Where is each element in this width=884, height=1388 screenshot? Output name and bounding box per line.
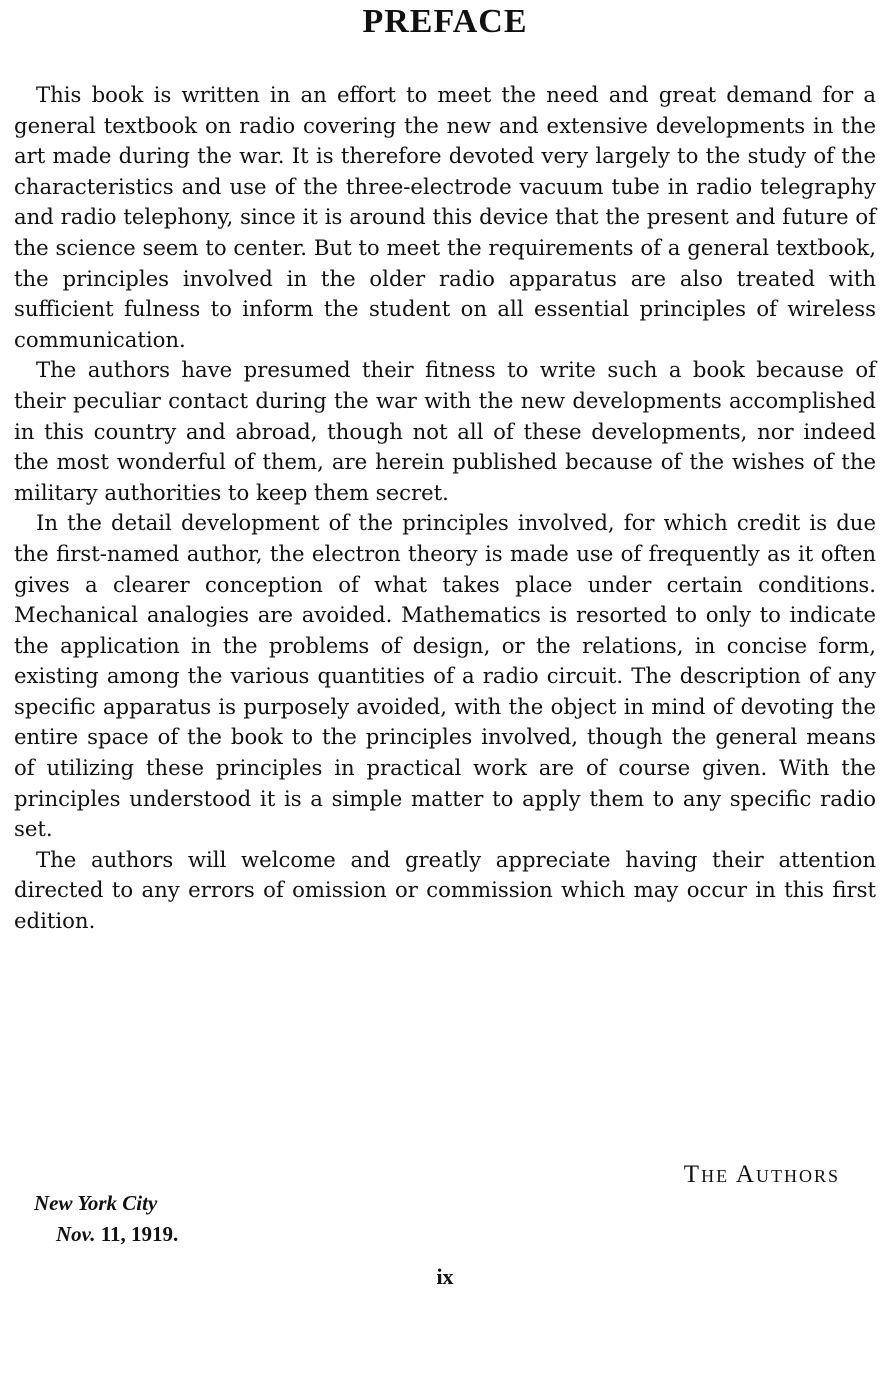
- paragraph-2: The authors have presumed their fitness to write such a book because of their peculiar contact during the war with the new developments accomplished in this country and abroad, though not all of these developments, nor indeed the most wonderful of them, are herein published because of the wishes of the military authorities to keep them secret.: [14, 357, 876, 505]
- document-page: [14, 0, 876, 1388]
- date-rest: 11, 1919.: [95, 1222, 179, 1246]
- date: [56, 1219, 178, 1249]
- paragraph-1: This book is written in an effort to meet the need and great demand for a general textbook on radio covering the new and extensive developments in the art made during the war. It is therefore devoted very largely to the study of the characteristics and use of the three-electrode vacuum tube in radio telegraphy and radio telephony, since it is around this device that the present and future of the science seem to center. But to meet the requirements of a general textbook, the principles involved in the older radio apparatus are also treated with sufficient fulness to inform the student on all essential principles of wireless communication.: [14, 82, 876, 352]
- place: New York City: [34, 1191, 158, 1215]
- preface-body: [14, 80, 876, 937]
- signature: The Authors: [683, 1161, 840, 1188]
- page-number: ix: [436, 1264, 454, 1289]
- date-month: Nov.: [56, 1222, 96, 1246]
- paragraph-4: The authors will welcome and greatly appreciate having their attention directed to any errors of omission or commission which may occur in this first edition.: [14, 846, 876, 934]
- page-title: PREFACE: [362, 3, 528, 40]
- paragraph-3: In the detail development of the principles involved, for which credit is due the first-named author, the electron theory is made use of frequently as it often gives a clearer conception of what takes place under certain conditions. Mechanical analogies are avoided. Mathematics is resorted to only to indicate the application in the problems of design, or the relations, in concise form, existing among the various quantities of a radio circuit. The description of any specific apparatus is purposely avoided, with the object in mind of devoting the entire space of the book to the principles involved, though the general means of utilizing these principles in practical work are of course given. With the principles understood it is a simple matter to apply them to any specific radio set.: [14, 510, 876, 842]
